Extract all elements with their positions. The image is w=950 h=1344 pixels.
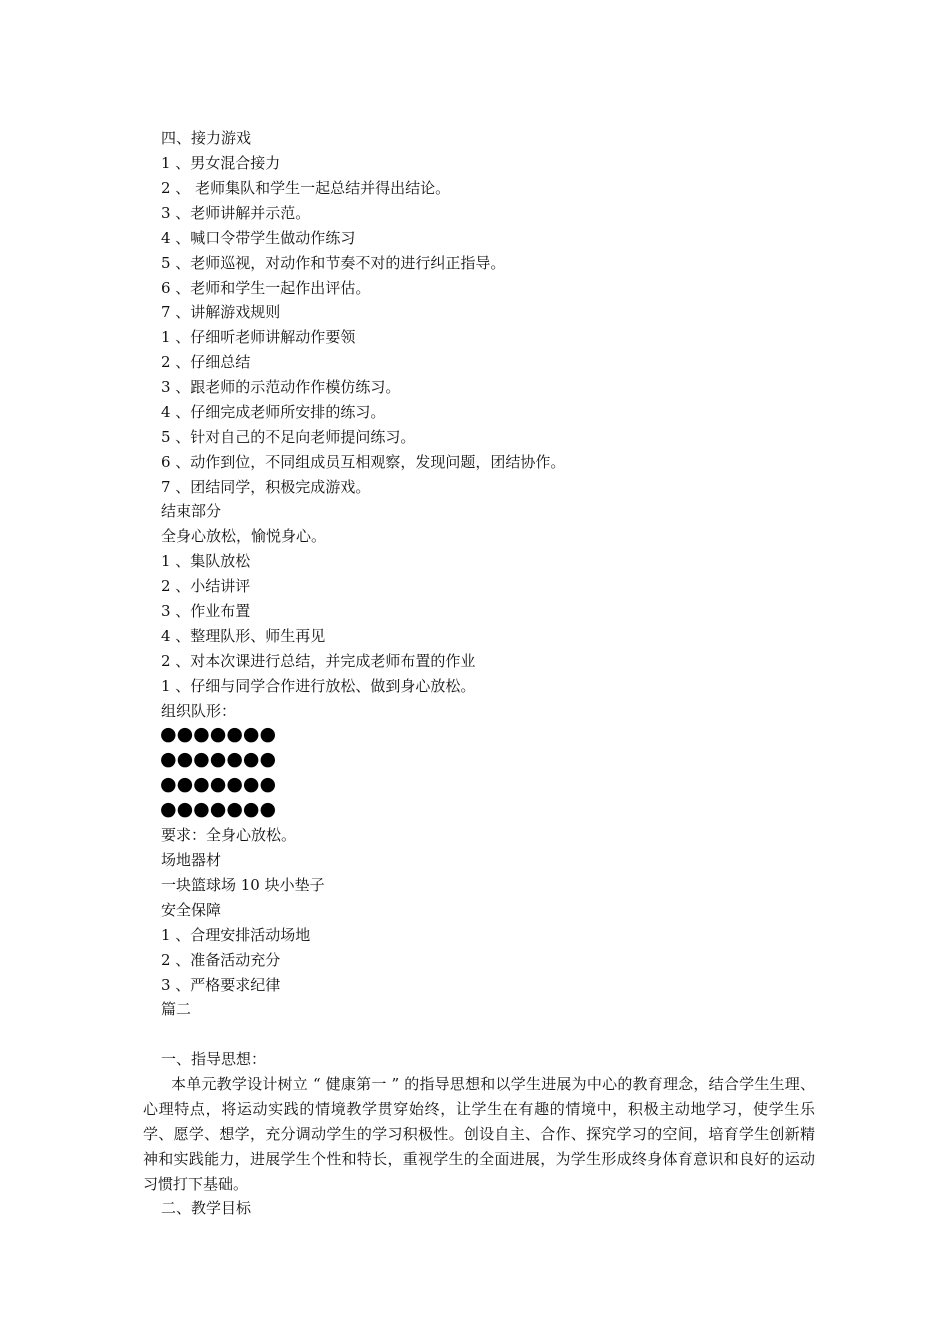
text-line: 2 、对本次课进行总结，并完成老师布置的作业	[161, 652, 476, 670]
text-line: 7 、讲解游戏规则	[161, 303, 281, 321]
text-line: 4 、喊口令带学生做动作练习	[161, 229, 356, 247]
text-line: 1 、仔细听老师讲解动作要领	[161, 328, 356, 346]
text-line: 1 、合理安排活动场地	[161, 926, 311, 944]
formation-row: ●●●●●●●	[160, 748, 277, 770]
text-line: 2 、仔细总结	[161, 353, 251, 371]
formation-row: ●●●●●●●	[160, 773, 277, 795]
formation-row: ●●●●●●●	[160, 723, 277, 745]
text-line: 2 、准备活动充分	[161, 951, 281, 969]
text-line: 四、接力游戏	[161, 129, 252, 147]
text-line: 5 、老师巡视，对动作和节奏不对的进行纠正指导。	[161, 254, 506, 272]
text-line: 6 、老师和学生一起作出评估。	[161, 279, 371, 297]
text-line: 2 、 老师集队和学生一起总结并得出结论。	[161, 179, 451, 197]
text-line: 4 、整理队形、师生再见	[161, 627, 326, 645]
section-heading: 篇二	[161, 1000, 192, 1018]
text-line: 全身心放松，愉悦身心。	[161, 527, 327, 545]
text-line: 要求：全身心放松。	[161, 826, 297, 844]
text-line: 1 、集队放松	[161, 552, 251, 570]
section-heading: 结束部分	[161, 502, 222, 520]
text-line: 3 、跟老师的示范动作作模仿练习。	[161, 378, 401, 396]
text-line: 4 、仔细完成老师所安排的练习。	[161, 403, 386, 421]
text-line: 组织队形：	[161, 702, 237, 720]
text-line: 6 、动作到位，不同组成员互相观察，发现问题，团结协作。	[161, 453, 566, 471]
text-line: 5 、针对自己的不足向老师提问练习。	[161, 428, 416, 446]
section-heading: 一、指导思想：	[161, 1050, 267, 1068]
text-line: 2 、小结讲评	[161, 577, 251, 595]
section-heading: 二、教学目标	[161, 1199, 252, 1217]
text-line: 1 、仔细与同学合作进行放松、做到身心放松。	[161, 677, 476, 695]
text-line: 7 、团结同学，积极完成游戏。	[161, 478, 371, 496]
formation-row: ●●●●●●●	[160, 798, 277, 820]
section-heading: 安全保障	[161, 901, 222, 919]
text-line: 3 、作业布置	[161, 602, 251, 620]
body-paragraph: 本单元教学设计树立 “ 健康第一 ” 的指导思想和以学生进展为中心的教育理念，结合学生生理、心理特点，将运动实践的情境教学贯穿始终，让学生在有趣的情境中，积极主动地学习，使学生乐学、愿学、想学，充分调动学生的学习积极性。创设自主、合作、探究学习的空间，培育学生创新精神和实践能力，进展学生个性和特长，重视学生的全面进展，为学生形成终身体育意识和良好的运动习惯打下基础。	[143, 1075, 815, 1193]
section-heading: 场地器材	[161, 851, 222, 869]
text-line: 3 、老师讲解并示范。	[161, 204, 311, 222]
text-line: 3 、严格要求纪律	[161, 976, 281, 994]
text-line: 1 、男女混合接力	[161, 154, 281, 172]
text-line: 一块篮球场 10 块小垫子	[161, 876, 325, 894]
